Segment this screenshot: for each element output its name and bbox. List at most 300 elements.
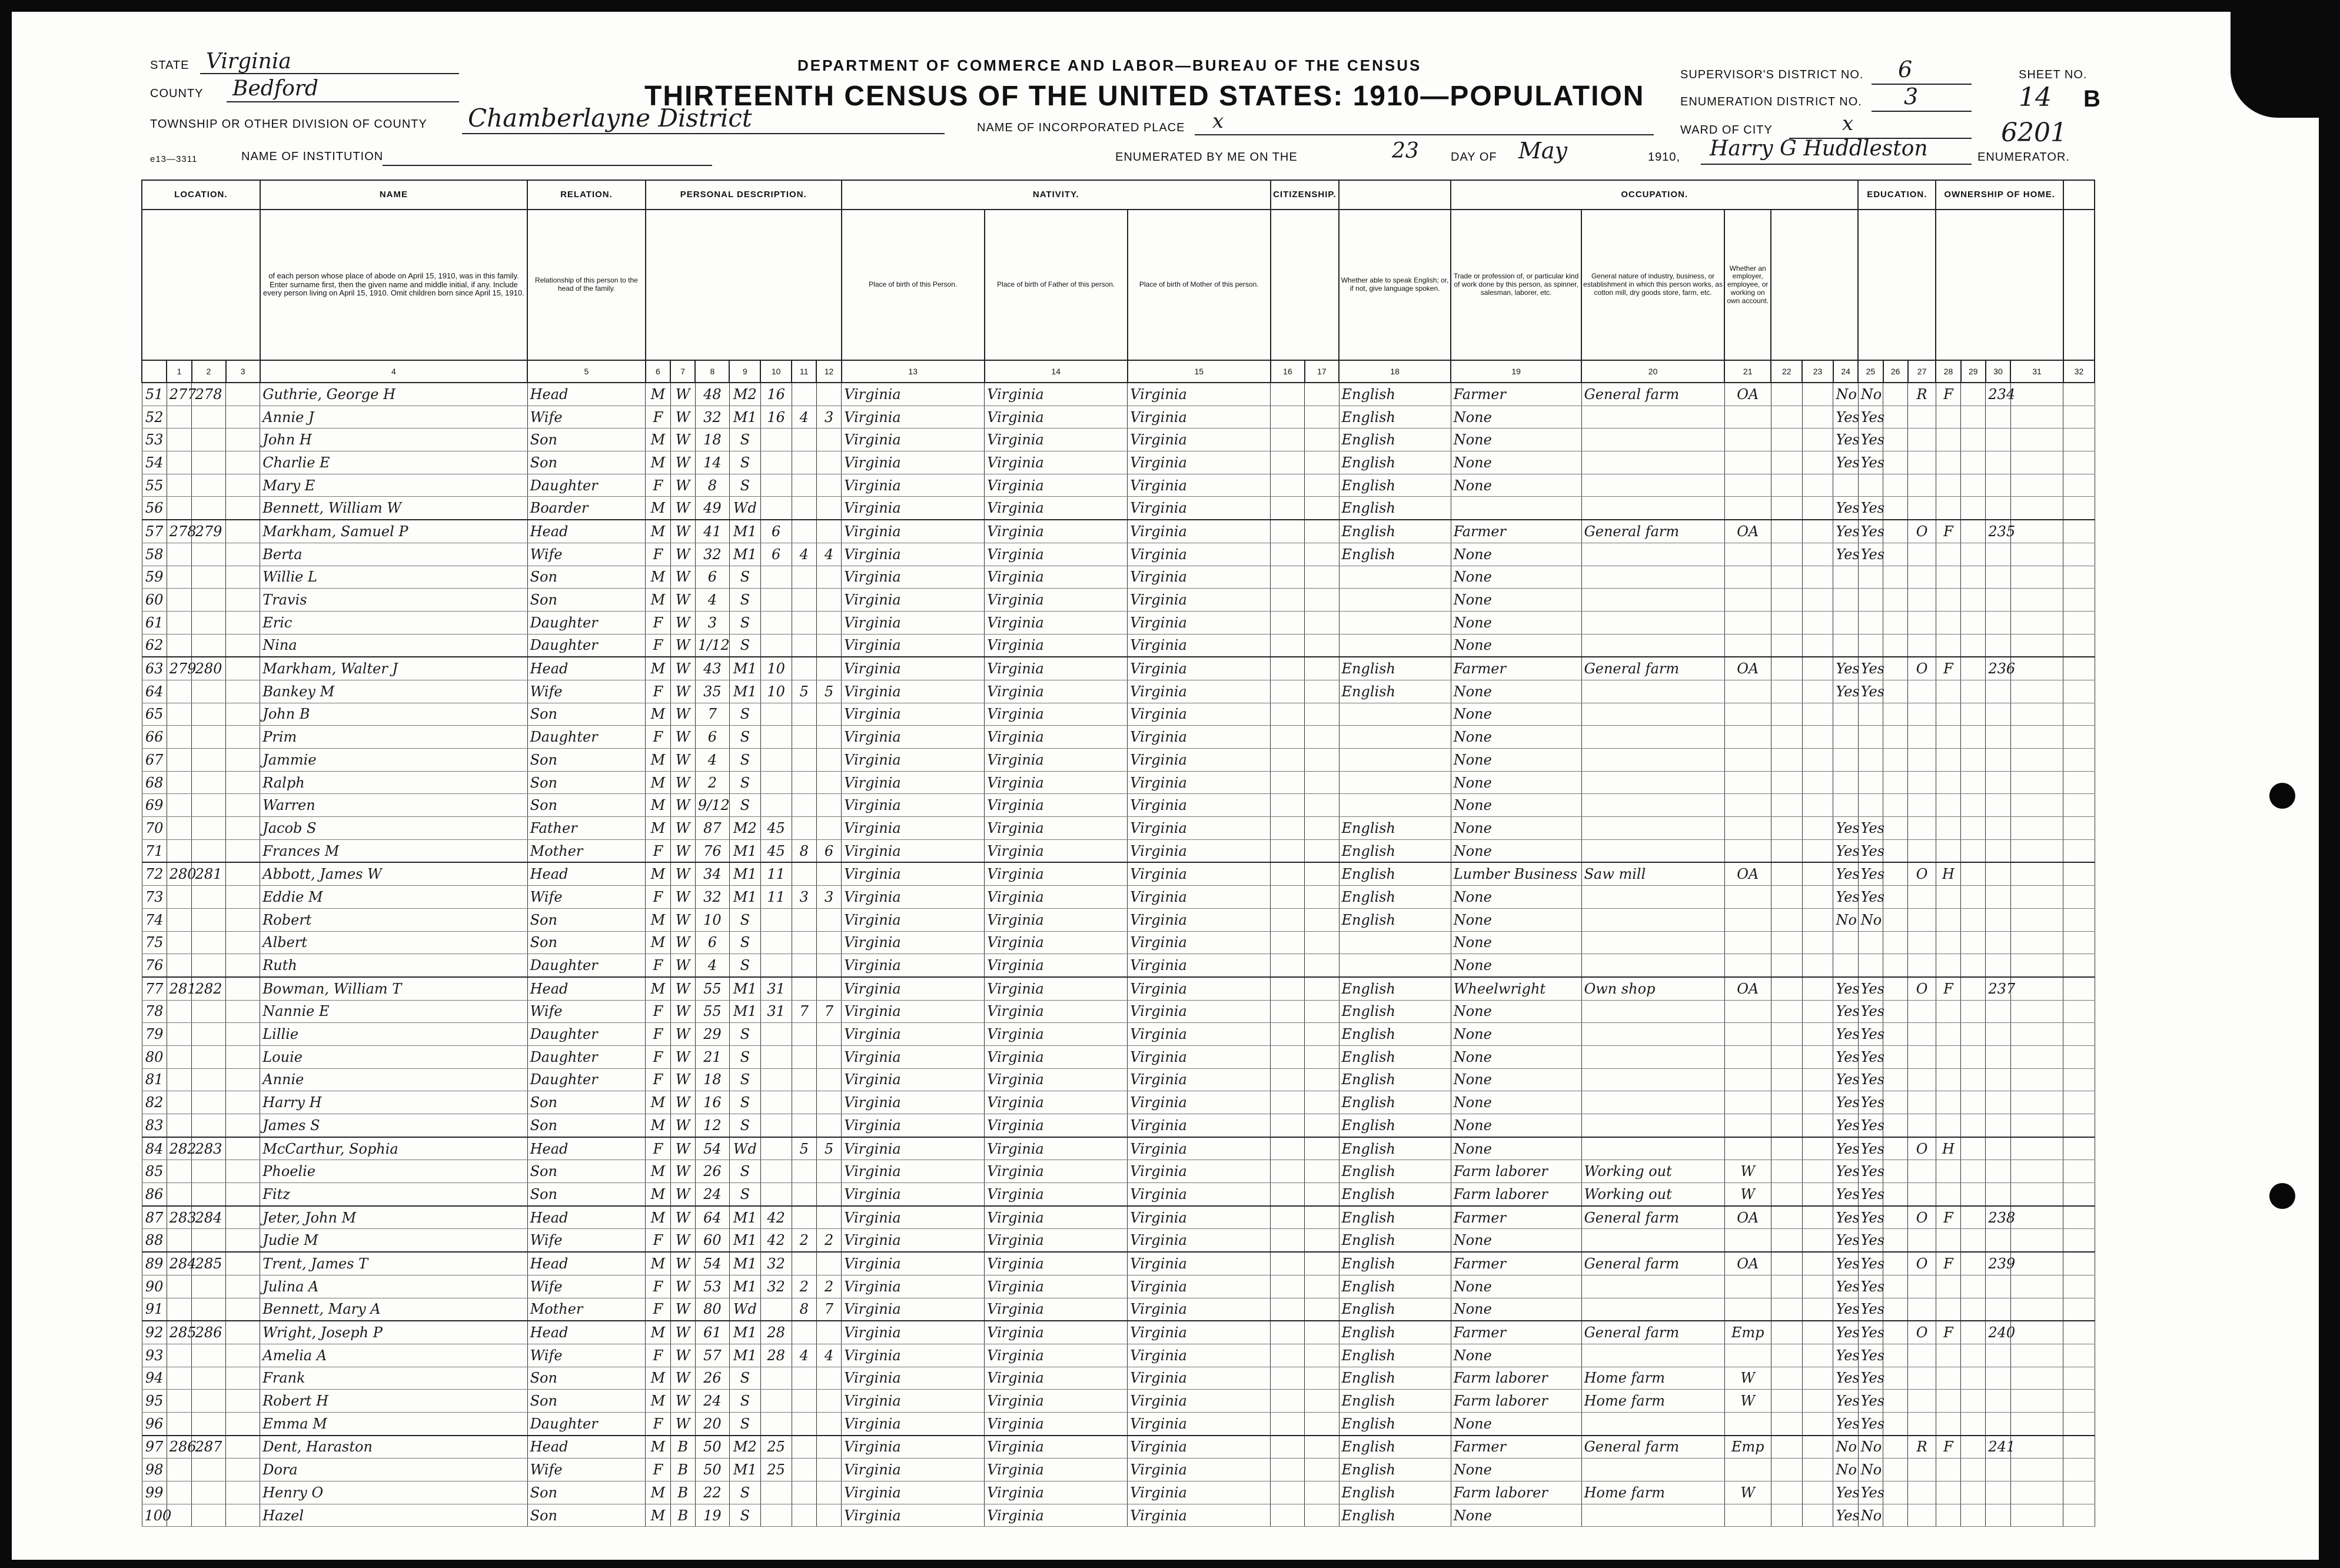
blank-cell xyxy=(226,1298,260,1321)
dwelling-number xyxy=(167,794,191,817)
marital-status-cell: S xyxy=(729,703,760,726)
column-number: 6 xyxy=(646,360,670,383)
write-cell: Yes xyxy=(1858,497,1883,520)
school-cell xyxy=(1883,1344,1908,1367)
employer-cell xyxy=(1724,474,1771,497)
marital-status-cell: S xyxy=(729,611,760,634)
blank-cell xyxy=(226,680,260,703)
employer-cell: W xyxy=(1724,1481,1771,1504)
owned-rented-cell xyxy=(1908,1229,1936,1252)
name-description: of each person whose place of abode on April 15, 1910, was in this family. Enter surname first, then the given name and middle initial, if any. Include every person living on April 15, 1910. Omit children born since April 15, 1910. xyxy=(260,210,527,360)
blank-cell xyxy=(226,839,260,862)
blank-cell xyxy=(226,497,260,520)
table-row xyxy=(142,1183,2095,1206)
language-cell: English xyxy=(1339,908,1451,931)
industry-cell xyxy=(1581,1137,1724,1160)
marital-status-cell: M1 xyxy=(729,680,760,703)
naturalization-cell xyxy=(1305,794,1339,817)
dwelling-number xyxy=(167,886,191,909)
owned-rented-cell xyxy=(1908,794,1936,817)
language-cell: English xyxy=(1339,657,1451,680)
birthplace-cell: Virginia xyxy=(842,1481,985,1504)
race-cell: W xyxy=(670,954,695,977)
line-number: 53 xyxy=(142,428,167,451)
race-cell: W xyxy=(670,1206,695,1229)
language-cell xyxy=(1339,589,1451,612)
read-cell: Yes xyxy=(1833,1252,1858,1275)
person-name: Fitz xyxy=(260,1183,527,1206)
mortgage-cell xyxy=(1961,1344,1986,1367)
blind-deaf-cell xyxy=(2063,543,2095,566)
years-married-cell xyxy=(760,1023,792,1046)
veteran-cell xyxy=(2010,794,2063,817)
veteran-cell xyxy=(2010,1160,2063,1183)
language-cell: English xyxy=(1339,817,1451,840)
line-number: 79 xyxy=(142,1023,167,1046)
farm-schedule-cell xyxy=(1986,1344,2010,1367)
employer-cell xyxy=(1724,1000,1771,1023)
years-married-cell: 6 xyxy=(760,520,792,543)
blank-cell xyxy=(226,771,260,794)
line-number: 89 xyxy=(142,1252,167,1275)
township-underline xyxy=(462,133,945,134)
farm-house-cell xyxy=(1936,1091,1960,1114)
veteran-cell xyxy=(2010,1344,2063,1367)
trade-cell: None xyxy=(1451,1114,1581,1137)
family-number xyxy=(192,839,226,862)
out-of-work-cell xyxy=(1771,1229,1802,1252)
immigration-cell xyxy=(1271,954,1305,977)
race-cell: W xyxy=(670,1367,695,1390)
mortgage-cell xyxy=(1961,726,1986,749)
read-cell: Yes xyxy=(1833,1275,1858,1298)
age-cell: 4 xyxy=(695,749,729,772)
dwelling-number xyxy=(167,680,191,703)
school-cell xyxy=(1883,657,1908,680)
supervisor-underline xyxy=(1872,84,1972,85)
children-living-cell: 5 xyxy=(816,1137,841,1160)
birthplace-cell: Virginia xyxy=(842,1344,985,1367)
trade-cell: None xyxy=(1451,1275,1581,1298)
immigration-cell xyxy=(1271,908,1305,931)
mother-birthplace-cell: Virginia xyxy=(1128,383,1271,406)
out-of-work-cell xyxy=(1771,1390,1802,1413)
blind-deaf-cell xyxy=(2063,908,2095,931)
marital-status-cell: M2 xyxy=(729,1436,760,1459)
column-number: 3 xyxy=(226,360,260,383)
age-cell: 61 xyxy=(695,1321,729,1344)
employer-cell xyxy=(1724,428,1771,451)
column-number: 27 xyxy=(1908,360,1936,383)
mother-birthplace-cell: Virginia xyxy=(1128,954,1271,977)
farm-house-cell xyxy=(1936,931,1960,954)
column-number: 2 xyxy=(192,360,226,383)
relation-cell: Wife xyxy=(527,1275,646,1298)
blind-deaf-cell xyxy=(2063,954,2095,977)
table-row xyxy=(142,497,2095,520)
family-number xyxy=(192,703,226,726)
relation-cell: Daughter xyxy=(527,634,646,657)
out-of-work-cell xyxy=(1771,862,1802,885)
naturalization-cell xyxy=(1305,839,1339,862)
farm-schedule-cell xyxy=(1986,474,2010,497)
naturalization-cell xyxy=(1305,726,1339,749)
mother-birthplace-cell: Virginia xyxy=(1128,908,1271,931)
group-education: EDUCATION. xyxy=(1858,180,1936,210)
mother-birthplace-cell: Virginia xyxy=(1128,1412,1271,1435)
out-of-work-cell xyxy=(1771,1206,1802,1229)
naturalization-cell xyxy=(1305,1344,1339,1367)
write-cell xyxy=(1858,771,1883,794)
race-cell: W xyxy=(670,771,695,794)
person-name: Travis xyxy=(260,589,527,612)
blank-cell xyxy=(226,566,260,589)
read-cell xyxy=(1833,703,1858,726)
veteran-cell xyxy=(2010,1367,2063,1390)
farm-schedule-cell xyxy=(1986,726,2010,749)
relation-cell: Head xyxy=(527,520,646,543)
marital-status-cell: S xyxy=(729,589,760,612)
birthplace-cell: Virginia xyxy=(842,1023,985,1046)
immigration-cell xyxy=(1271,406,1305,428)
table-row xyxy=(142,680,2095,703)
marital-status-cell: M1 xyxy=(729,1252,760,1275)
blank-cell xyxy=(226,1436,260,1459)
mother-birthplace-cell: Virginia xyxy=(1128,428,1271,451)
state-underline xyxy=(200,73,459,74)
race-cell: W xyxy=(670,1045,695,1068)
table-row xyxy=(142,1344,2095,1367)
family-number xyxy=(192,1114,226,1137)
blind-deaf-cell xyxy=(2063,1252,2095,1275)
sex-cell: M xyxy=(646,451,670,474)
language-cell: English xyxy=(1339,977,1451,1000)
mortgage-cell xyxy=(1961,1183,1986,1206)
farm-house-cell xyxy=(1936,1045,1960,1068)
line-number: 77 xyxy=(142,977,167,1000)
years-married-cell: 16 xyxy=(760,383,792,406)
school-cell xyxy=(1883,611,1908,634)
farm-schedule-cell xyxy=(1986,839,2010,862)
person-name: Annie xyxy=(260,1068,527,1091)
relation-cell: Son xyxy=(527,1183,646,1206)
veteran-cell xyxy=(2010,1183,2063,1206)
children-living-cell xyxy=(816,1114,841,1137)
write-cell: Yes xyxy=(1858,680,1883,703)
mortgage-cell xyxy=(1961,657,1986,680)
industry-cell xyxy=(1581,1045,1724,1068)
mortgage-cell xyxy=(1961,794,1986,817)
farm-schedule-cell xyxy=(1986,680,2010,703)
children-living-cell xyxy=(816,771,841,794)
weeks-out-cell xyxy=(1802,451,1833,474)
language-cell: English xyxy=(1339,497,1451,520)
dwelling-number: 286 xyxy=(167,1436,191,1459)
dwelling-number xyxy=(167,749,191,772)
weeks-out-cell xyxy=(1802,954,1833,977)
write-cell xyxy=(1858,954,1883,977)
children-living-cell xyxy=(816,931,841,954)
school-cell xyxy=(1883,1229,1908,1252)
industry-cell xyxy=(1581,1504,1724,1527)
sex-cell: M xyxy=(646,1436,670,1459)
weeks-out-cell xyxy=(1802,1321,1833,1344)
industry-cell xyxy=(1581,451,1724,474)
sex-cell: F xyxy=(646,1068,670,1091)
naturalization-cell xyxy=(1305,428,1339,451)
birthplace-cell: Virginia xyxy=(842,1367,985,1390)
immigration-cell xyxy=(1271,749,1305,772)
age-cell: 18 xyxy=(695,428,729,451)
employer-cell xyxy=(1724,1412,1771,1435)
industry-cell xyxy=(1581,1000,1724,1023)
write-cell: Yes xyxy=(1858,1298,1883,1321)
birthplace-cell: Virginia xyxy=(842,1000,985,1023)
immigration-cell xyxy=(1271,977,1305,1000)
immigration-cell xyxy=(1271,817,1305,840)
out-of-work-cell xyxy=(1771,520,1802,543)
owned-rented-cell xyxy=(1908,817,1936,840)
owned-rented-cell: O xyxy=(1908,862,1936,885)
birthplace-cell: Virginia xyxy=(842,794,985,817)
trade-cell: Farm laborer xyxy=(1451,1390,1581,1413)
age-cell: 48 xyxy=(695,383,729,406)
immigration-cell xyxy=(1271,680,1305,703)
children-living-cell xyxy=(816,1321,841,1344)
owned-rented-cell xyxy=(1908,1459,1936,1481)
blind-deaf-cell xyxy=(2063,1160,2095,1183)
birthplace-cell: Virginia xyxy=(842,634,985,657)
birthplace-cell: Virginia xyxy=(842,1045,985,1068)
owned-rented-cell: O xyxy=(1908,1206,1936,1229)
birthplace-cell: Virginia xyxy=(842,1252,985,1275)
school-cell xyxy=(1883,406,1908,428)
table-row xyxy=(142,589,2095,612)
trade-cell: Wheelwright xyxy=(1451,977,1581,1000)
marital-status-cell: S xyxy=(729,749,760,772)
naturalization-cell xyxy=(1305,1206,1339,1229)
industry-cell xyxy=(1581,474,1724,497)
weeks-out-cell xyxy=(1802,1114,1833,1137)
farm-house-cell xyxy=(1936,1160,1960,1183)
marital-status-cell: S xyxy=(729,954,760,977)
mortgage-cell xyxy=(1961,566,1986,589)
children-born-cell: 4 xyxy=(792,543,816,566)
marital-status-cell: S xyxy=(729,1160,760,1183)
naturalization-cell xyxy=(1305,703,1339,726)
person-name: Emma M xyxy=(260,1412,527,1435)
family-number: 282 xyxy=(192,977,226,1000)
line-number: 55 xyxy=(142,474,167,497)
line-number: 75 xyxy=(142,931,167,954)
employer-cell xyxy=(1724,1045,1771,1068)
marital-status-cell: M1 xyxy=(729,520,760,543)
farm-schedule-cell xyxy=(1986,406,2010,428)
children-living-cell xyxy=(816,428,841,451)
blank-cell xyxy=(226,428,260,451)
father-birthplace-cell: Virginia xyxy=(985,657,1128,680)
father-birthplace-cell: Virginia xyxy=(985,497,1128,520)
race-cell: W xyxy=(670,977,695,1000)
mortgage-cell xyxy=(1961,1206,1986,1229)
trade-cell: None xyxy=(1451,1137,1581,1160)
column-number: 15 xyxy=(1128,360,1271,383)
trade-cell: None xyxy=(1451,1068,1581,1091)
language-cell: English xyxy=(1339,1183,1451,1206)
sex-cell: F xyxy=(646,1459,670,1481)
children-born-cell xyxy=(792,1045,816,1068)
out-of-work-cell xyxy=(1771,931,1802,954)
trade-cell: None xyxy=(1451,839,1581,862)
weeks-out-cell xyxy=(1802,1367,1833,1390)
mother-birthplace-cell: Virginia xyxy=(1128,1091,1271,1114)
race-cell: W xyxy=(670,611,695,634)
person-name: Berta xyxy=(260,543,527,566)
children-living-cell xyxy=(816,520,841,543)
line-number: 66 xyxy=(142,726,167,749)
group-name: NAME xyxy=(260,180,527,210)
race-cell: W xyxy=(670,589,695,612)
school-cell xyxy=(1883,726,1908,749)
owned-rented-cell: O xyxy=(1908,977,1936,1000)
blank-cell xyxy=(226,1481,260,1504)
employer-cell xyxy=(1724,1091,1771,1114)
write-cell: Yes xyxy=(1858,1390,1883,1413)
school-cell xyxy=(1883,589,1908,612)
relation-cell: Son xyxy=(527,749,646,772)
relation-cell: Daughter xyxy=(527,1023,646,1046)
industry-cell xyxy=(1581,589,1724,612)
children-living-cell: 2 xyxy=(816,1275,841,1298)
language-cell: English xyxy=(1339,1367,1451,1390)
weeks-out-cell xyxy=(1802,474,1833,497)
group-extra xyxy=(2063,180,2095,210)
sheet-label: SHEET NO. xyxy=(2019,68,2088,81)
weeks-out-cell xyxy=(1802,977,1833,1000)
blank-cell xyxy=(226,383,260,406)
write-cell: Yes xyxy=(1858,977,1883,1000)
family-number xyxy=(192,954,226,977)
farm-house-cell xyxy=(1936,428,1960,451)
children-living-cell: 4 xyxy=(816,543,841,566)
children-born-cell xyxy=(792,1160,816,1183)
marital-status-cell: S xyxy=(729,428,760,451)
blind-deaf-cell xyxy=(2063,1137,2095,1160)
school-cell xyxy=(1883,1114,1908,1137)
marital-status-cell: S xyxy=(729,1390,760,1413)
mortgage-cell xyxy=(1961,474,1986,497)
naturalization-cell xyxy=(1305,749,1339,772)
children-born-cell xyxy=(792,1068,816,1091)
father-birthplace-cell: Virginia xyxy=(985,794,1128,817)
mother-birthplace-cell: Virginia xyxy=(1128,1206,1271,1229)
farm-schedule-cell: 240 xyxy=(1986,1321,2010,1344)
person-name: Bennett, Mary A xyxy=(260,1298,527,1321)
column-number: 1 xyxy=(167,360,191,383)
years-married-cell xyxy=(760,1137,792,1160)
age-cell: 50 xyxy=(695,1436,729,1459)
farm-house-cell xyxy=(1936,1481,1960,1504)
owned-rented-cell xyxy=(1908,1298,1936,1321)
line-number: 81 xyxy=(142,1068,167,1091)
read-cell: No xyxy=(1833,1459,1858,1481)
race-cell: W xyxy=(670,749,695,772)
father-birthplace-cell: Virginia xyxy=(985,1114,1128,1137)
children-living-cell xyxy=(816,794,841,817)
county-label: COUNTY xyxy=(150,87,204,100)
birthplace-cell: Virginia xyxy=(842,817,985,840)
read-cell: Yes xyxy=(1833,1023,1858,1046)
out-of-work-cell xyxy=(1771,1344,1802,1367)
immigration-cell xyxy=(1271,794,1305,817)
naturalization-cell xyxy=(1305,611,1339,634)
line-number: 91 xyxy=(142,1298,167,1321)
mother-birthplace-cell: Virginia xyxy=(1128,931,1271,954)
marital-status-cell: S xyxy=(729,794,760,817)
veteran-cell xyxy=(2010,566,2063,589)
sex-cell: M xyxy=(646,1160,670,1183)
weeks-out-cell xyxy=(1802,543,1833,566)
language-cell xyxy=(1339,931,1451,954)
person-name: Trent, James T xyxy=(260,1252,527,1275)
dwelling-number xyxy=(167,1000,191,1023)
industry-cell: Home farm xyxy=(1581,1390,1724,1413)
out-of-work-cell xyxy=(1771,1459,1802,1481)
farm-schedule-cell xyxy=(1986,1091,2010,1114)
farm-schedule-cell xyxy=(1986,954,2010,977)
blind-deaf-cell xyxy=(2063,474,2095,497)
mother-birthplace-cell: Virginia xyxy=(1128,726,1271,749)
farm-house-cell xyxy=(1936,611,1960,634)
immigration-cell xyxy=(1271,1000,1305,1023)
mother-birthplace-cell: Virginia xyxy=(1128,1023,1271,1046)
township-label: TOWNSHIP OR OTHER DIVISION OF COUNTY xyxy=(150,118,427,131)
farm-schedule-cell xyxy=(1986,566,2010,589)
employer-cell xyxy=(1724,1298,1771,1321)
employer-cell xyxy=(1724,954,1771,977)
relation-cell: Wife xyxy=(527,1229,646,1252)
birthplace-cell: Virginia xyxy=(842,383,985,406)
column-number xyxy=(142,360,167,383)
birthplace-cell: Virginia xyxy=(842,451,985,474)
read-cell xyxy=(1833,749,1858,772)
sex-cell: F xyxy=(646,1344,670,1367)
employer-cell xyxy=(1724,634,1771,657)
birthplace-cell: Virginia xyxy=(842,1275,985,1298)
race-cell: W xyxy=(670,726,695,749)
immigration-cell xyxy=(1271,1390,1305,1413)
children-born-cell xyxy=(792,474,816,497)
industry-cell: General farm xyxy=(1581,383,1724,406)
trade-cell: None xyxy=(1451,703,1581,726)
children-living-cell xyxy=(816,1091,841,1114)
group-language xyxy=(1339,180,1451,210)
farm-schedule-cell xyxy=(1986,931,2010,954)
race-cell: B xyxy=(670,1504,695,1527)
father-birthplace-cell: Virginia xyxy=(985,817,1128,840)
trade-cell: Lumber Business xyxy=(1451,862,1581,885)
dwelling-number xyxy=(167,1023,191,1046)
children-living-cell xyxy=(816,383,841,406)
children-born-cell: 7 xyxy=(792,1000,816,1023)
table-row xyxy=(142,931,2095,954)
children-born-cell: 2 xyxy=(792,1229,816,1252)
owned-rented-cell xyxy=(1908,1068,1936,1091)
language-cell: English xyxy=(1339,1390,1451,1413)
industry-cell: General farm xyxy=(1581,1206,1724,1229)
immigration-cell xyxy=(1271,771,1305,794)
read-cell: Yes xyxy=(1833,428,1858,451)
